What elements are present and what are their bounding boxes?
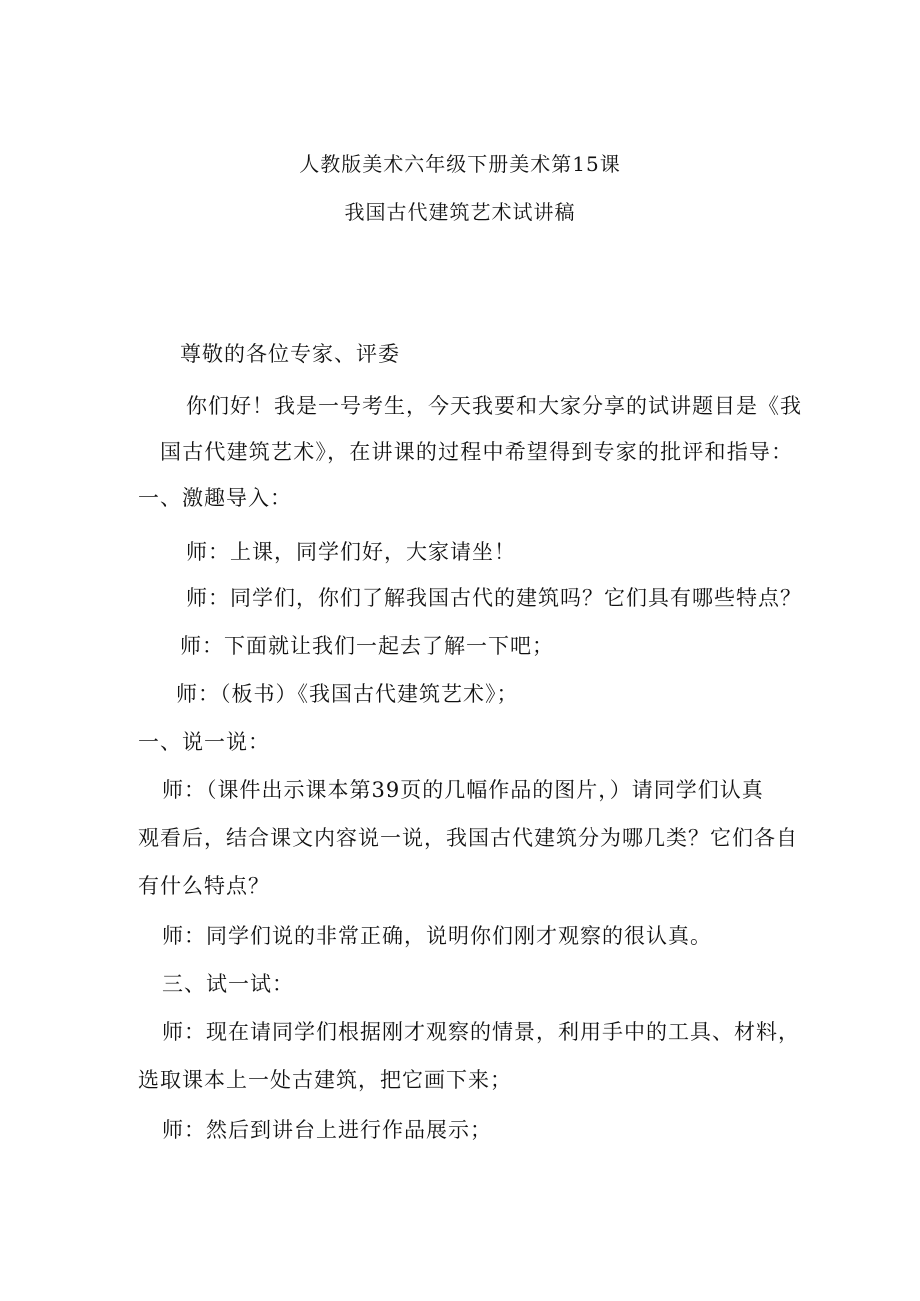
paragraph-line: 师：然后到讲台上进行作品展示； xyxy=(162,1118,492,1142)
dialogue-line: 师：（板书）《我国古代建筑艺术》； xyxy=(176,682,519,706)
section-heading: 一、说一说： xyxy=(138,730,270,754)
paragraph-line: 师：现在请同学们根据刚才观察的情景，利用手中的工具、材料， xyxy=(162,1020,800,1044)
dialogue-line: 师：同学们，你们了解我国古代的建筑吗？它们具有哪些特点？ xyxy=(186,586,802,610)
paragraph-line: 师：（课件出示课本第39页的几幅作品的图片，）请同学们认真 xyxy=(162,778,764,802)
document-title: 人教版美术六年级下册美术第15课 xyxy=(299,152,621,176)
paragraph-line: 师：同学们说的非常正确，说明你们刚才观察的很认真。 xyxy=(162,924,712,948)
section-heading: 三、试一试： xyxy=(162,972,294,996)
dialogue-line: 师：下面就让我们一起去了解一下吧； xyxy=(180,634,554,658)
greeting: 尊敬的各位专家、评委 xyxy=(180,342,400,366)
document-subtitle: 我国古代建筑艺术试讲稿 xyxy=(344,200,576,224)
intro-paragraph-line: 国古代建筑艺术》，在讲课的过程中希望得到专家的批评和指导： xyxy=(160,440,794,464)
paragraph-line: 观看后，结合课文内容说一说，我国古代建筑分为哪几类？它们各自 xyxy=(138,826,798,850)
section-heading: 一、激趣导入： xyxy=(138,486,292,510)
dialogue-line: 师：上课，同学们好，大家请坐！ xyxy=(186,540,516,564)
paragraph-line: 有什么特点？ xyxy=(138,874,270,898)
intro-paragraph-line: 你们好！我是一号考生，今天我要和大家分享的试讲题目是《我 xyxy=(186,394,802,418)
paragraph-line: 选取课本上一处古建筑，把它画下来； xyxy=(138,1068,512,1092)
